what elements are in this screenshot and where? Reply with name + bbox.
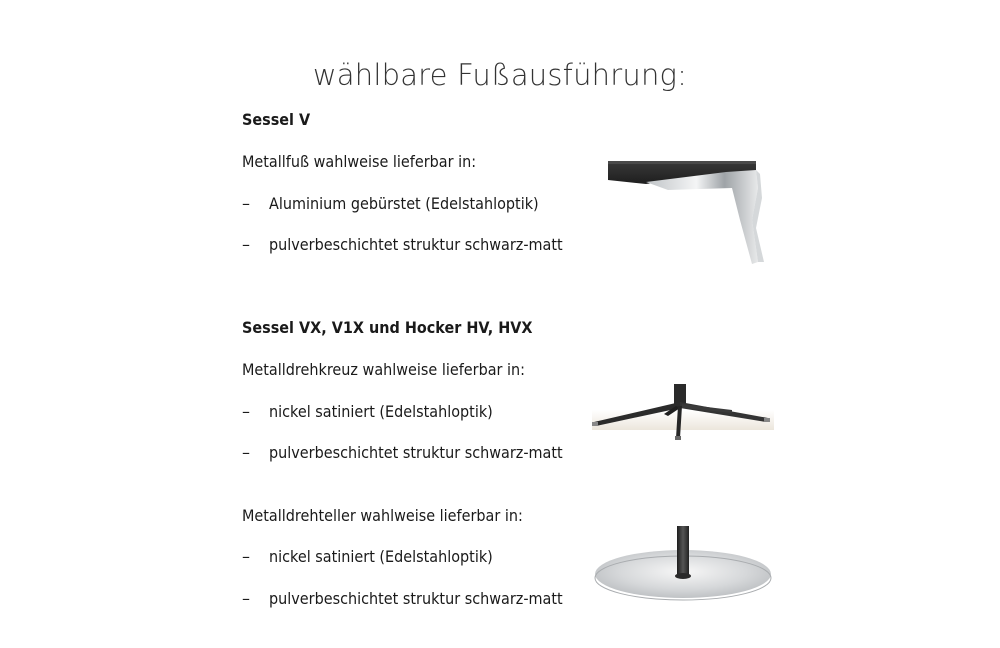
section-heading-sessel-vx: Sessel VX, V1X und Hocker HV, HVX — [242, 318, 533, 337]
bullet-dash: – — [242, 547, 250, 566]
list-item — [242, 402, 602, 422]
section-heading-sessel-v: Sessel V — [242, 110, 311, 129]
group-intro-metallfuss: Metallfuß wahlweise lieferbar in: — [242, 152, 477, 171]
page-title: wählbare Fußausführung: — [312, 58, 688, 92]
list-item-label: Aluminium gebürstet (Edelstahloptik) — [269, 194, 539, 213]
list-item — [242, 547, 602, 567]
bullet-dash: – — [242, 589, 250, 608]
group-intro-drehkreuz: Metalldrehkreuz wahlweise lieferbar in: — [242, 360, 526, 379]
list-item — [242, 194, 602, 214]
group-intro-drehteller: Metalldrehteller wahlweise lieferbar in: — [242, 506, 523, 525]
list-item-label: pulverbeschichtet struktur schwarz-matt — [269, 589, 563, 608]
bullet-dash: – — [242, 402, 250, 421]
metal-leg-foot-icon — [606, 158, 776, 270]
list-item — [242, 589, 602, 609]
list-item-label: pulverbeschichtet struktur schwarz-matt — [269, 443, 563, 462]
bullet-dash: – — [242, 443, 250, 462]
list-item — [242, 235, 602, 255]
list-item-label: nickel satiniert (Edelstahloptik) — [269, 547, 493, 566]
bullet-dash: – — [242, 194, 250, 213]
swivel-plate-base-icon — [592, 526, 774, 616]
list-item — [242, 443, 602, 463]
bullet-dash: – — [242, 235, 250, 254]
swivel-cross-base-icon — [592, 380, 774, 442]
list-item-label: nickel satiniert (Edelstahloptik) — [269, 402, 493, 421]
list-item-label: pulverbeschichtet struktur schwarz-matt — [269, 235, 563, 254]
